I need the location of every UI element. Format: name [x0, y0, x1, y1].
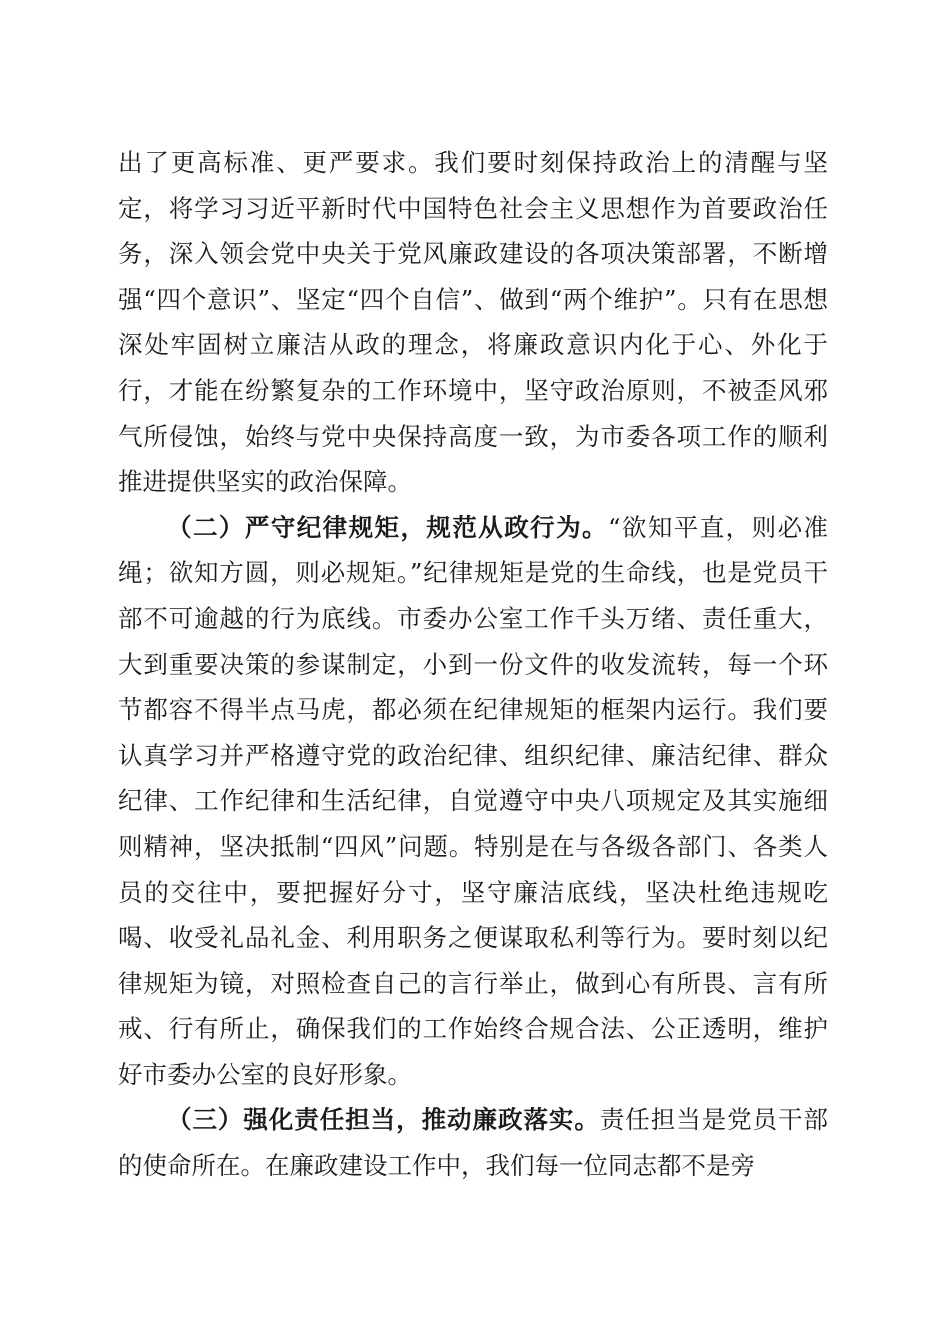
- paragraph-section-2: [118, 505, 828, 1098]
- paragraph-body: 出了更高标准、更严要求。我们要时刻保持政治上的清醒与坚定，将学习习近平新时代中国特色社会主义思想作为首要政治任务，深入领会党中央关于党风廉政建设的各项决策部署，不断增强“四个意识”、坚定“四个自信”、做到“两个维护”。只有在思想深处牢固树立廉洁从政的理念，将廉政意识内化于心、外化于行，才能在纷繁复杂的工作环境中，坚守政治原则，不被歪风邪气所侵蚀，始终与党中央保持高度一致，为市委各项工作的顺利推进提供坚实的政治保障。: [118, 148, 828, 497]
- paragraph-section-3: [118, 1097, 828, 1188]
- paragraph-continued: [118, 140, 828, 505]
- section-heading: （二）严守纪律规矩，规范从政行为。: [167, 512, 608, 542]
- section-heading: （三）强化责任担当，推动廉政落实。: [167, 1105, 600, 1135]
- paragraph-body: 责任担当是党员干部的使命所在。在廉政建设工作中，我们每一位同志都不是旁: [118, 1105, 829, 1181]
- body-text: [118, 140, 828, 1189]
- paragraph-body: “欲知平直，则必准绳；欲知方圆，则必规矩。”纪律规矩是党的生命线，也是党员干部不可逾越的行为底线。市委办公室工作千头万绪、责任重大，大到重要决策的参谋制定，小到一份文件的收发流转，每一个环节都容不得半点马虎，都必须在纪律规矩的框架内运行。我们要认真学习并严格遵守党的政治纪律、组织纪律、廉洁纪律、群众纪律、工作纪律和生活纪律，自觉遵守中央八项规定及其实施细则精神，坚决抵制“四风”问题。特别是在与各级各部门、各类人员的交往中，要把握好分寸，坚守廉洁底线，坚决杜绝违规吃喝、收受礼品礼金、利用职务之便谋取私利等行为。要时刻以纪律规矩为镜，对照检查自己的言行举止，做到心有所畏、言有所戒、行有所止，确保我们的工作始终合规合法、公正透明，维护好市委办公室的良好形象。: [118, 512, 829, 1089]
